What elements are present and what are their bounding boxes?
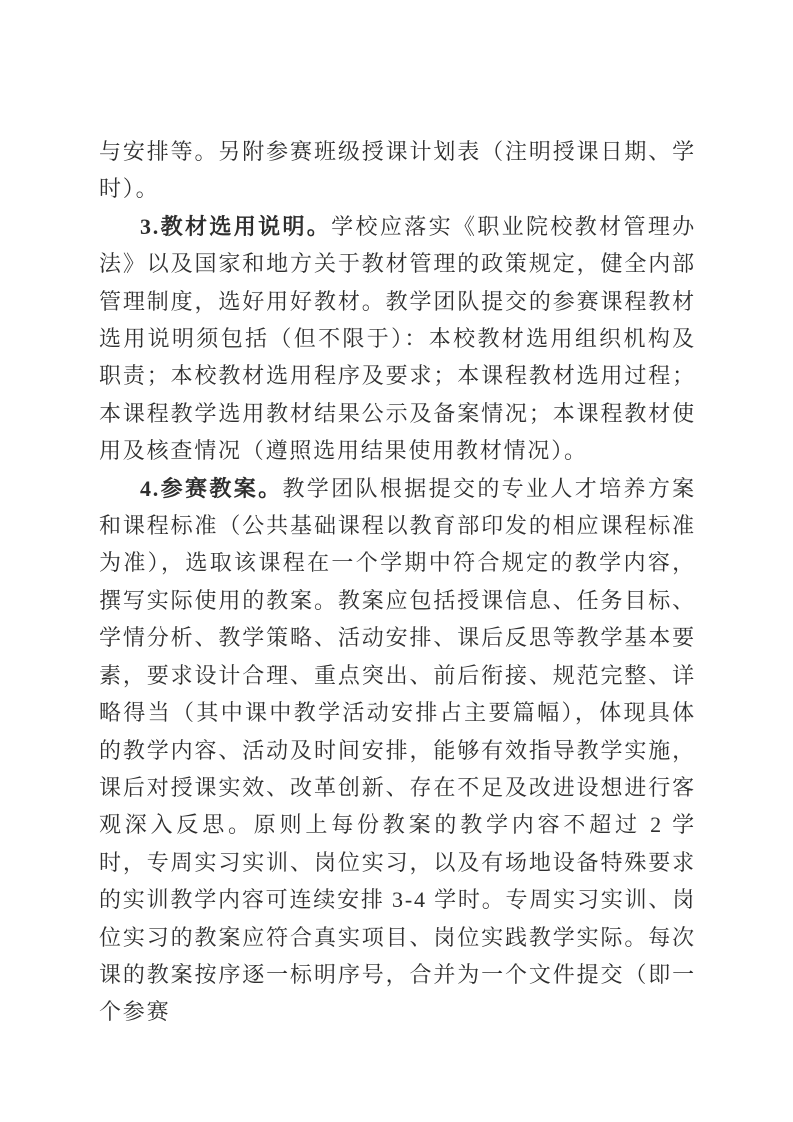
paragraph-text-run: 教学团队根据提交的专业人才培养方案和课程标准（公共基础课程以教育部印发的相应课程标准为准），选取该课程在一个学期中符合规定的教学内容，撰写实际使用的教案。教案应包括授课信息、任务目标、学情分析、教学策略、活动安排、课后反思等教学基本要素，要求设计合理、重点突出、前后衔接、规范完整、详略得当（其中课中教学活动安排占主要篇幅），体现具体的教学内容、活动及时间安排，能够有效指导教学实施，课后对授课实效、改革创新、存在不足及改进设想进行客观深入反思。原则上每份教案的教学内容不超过 2 学时，专周实习实训、岗位实习，以及有场地设备特殊要求的实训教学内容可连续安排 3-4 学时。专周实习实训、岗位实习的教案应符合真实项目、岗位实践教学实际。每次课的教案按序逐一标明序号，合并为一个文件提交（即一个参赛 [99, 475, 696, 1025]
paragraph-text-run: 学校应落实《职业院校教材管理办法》以及国家和地方关于教材管理的政策规定，健全内部管理制度，选好用好教材。教学团队提交的参赛课程教材选用说明须包括（但不限于）：本校教材选用组织机构及职责；本校教材选用程序及要求；本课程教材选用过程；本课程教学选用教材结果公示及备案情况；本课程教材使用及核查情况（遵照选用结果使用教材情况）。 [99, 213, 696, 464]
paragraph-item-4 [99, 470, 696, 1031]
paragraph-text-run: 与安排等。另附参赛班级授课计划表（注明授课日期、学时）。 [99, 139, 696, 202]
paragraph-continuation [99, 133, 696, 208]
paragraph-item-3 [99, 208, 696, 470]
document-body [99, 133, 696, 1031]
paragraph-heading-run: 4.参赛教案。 [140, 475, 283, 501]
paragraph-heading-run: 3.教材选用说明。 [140, 213, 332, 239]
